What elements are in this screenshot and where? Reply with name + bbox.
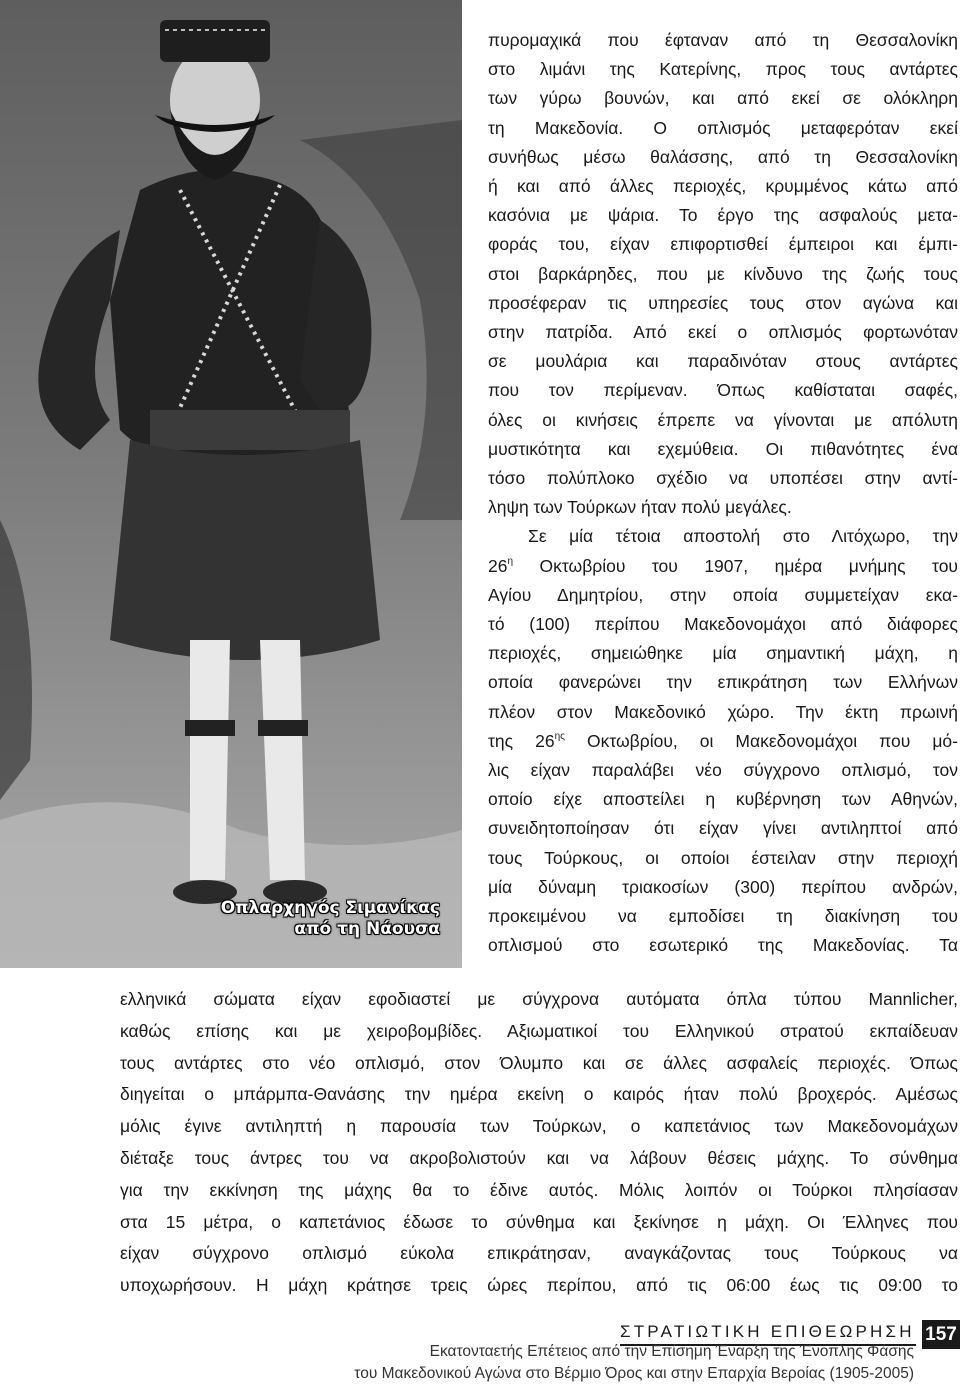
column-line: κασόνια με ψάρια. Το έργο της ασφαλούς μετα- xyxy=(488,205,958,226)
photo-caption xyxy=(221,898,440,940)
full-line: στα 15 μέτρα, ο καπετάνιος έδωσε το σύνθημα και ξεκίνησε η μάχη. Οι Έλληνες που xyxy=(120,1211,958,1232)
full-line: διέταξε τους άντρες του να ακροβολιστούν και να λάβουν θέσεις μάχης. Το σύνθημα xyxy=(120,1147,958,1168)
full-line: καθώς επίσης και με χειροβομβίδες. Αξιωματικοί του Ελληνικού στρατού εκπαίδευαν xyxy=(120,1020,958,1041)
historic-photo xyxy=(0,0,462,968)
footer-subtitle-line-2: του Μακεδονικού Αγώνα στο Βέρμιο Όρος και στην Επαρχία Βεροίας (1905-2005) xyxy=(354,1365,914,1382)
column-line: συνήθως μέσω θαλάσσης, από τη Θεσσαλονίκη xyxy=(488,146,958,167)
column-line: τους Τούρκους, οι οποίοι έστειλαν στην περιοχή xyxy=(488,847,958,868)
caption-line-1: Οπλαρχηγός Σιμανίκας xyxy=(220,898,440,918)
column-line: πλέον στον Μακεδονικό χώρο. Την έκτη πρωινή xyxy=(488,701,958,722)
full-line: μόλις έγινε αντιληπτή η παρουσία των Τούρκων, ο καπετάνιος των Μακεδονομάχων xyxy=(120,1116,958,1137)
full-width-text xyxy=(120,984,958,1302)
column-line: περιοχές, σημειώθηκε μία σημαντική μάχη, η xyxy=(488,643,958,664)
column-line: μία δύναμη τριακοσίων (300) περίπου ανδρών, xyxy=(488,876,958,897)
column-line: της $26^{\eta\varsigma}$ Οκτωβρίου, οι Μακεδονομάχοι που μό- xyxy=(488,730,958,751)
full-line: ελληνικά σώματα είχαν εφοδιαστεί με σύγχρονα αυτόματα όπλα τύπου Mannlicher, xyxy=(120,989,958,1009)
full-line: υποχωρήσουν. Η μάχη κράτησε τρεις ώρες περίπου, από τις 06:00 έως τις 09:00 το xyxy=(120,1275,958,1296)
fighter-portrait-illustration xyxy=(0,0,462,968)
page-number: 157 xyxy=(922,1320,960,1349)
journal-title: ΣΤΡΑΤΙΩΤΙΚΗ ΕΠΙΘΕΩΡΗΣΗ xyxy=(620,1322,915,1341)
full-line: τους αντάρτες στο νέο οπλισμό, στον Όλυμπο και σε άλλες ασφαλείς περιοχές. Όπως xyxy=(120,1052,958,1073)
column-line: οπλισμού στο εσωτερικό της Μακεδονίας. Τα xyxy=(488,935,958,956)
column-line: που τον περίμεναν. Όπως καθίσταται σαφές, xyxy=(488,380,958,401)
footer-subtitle-line-1: Εκατονταετής Επέτειος από την Επίσημη Έναρξη της Ένοπλης Φάσης xyxy=(429,1343,914,1360)
column-line: σε μουλάρια και παραδινόταν στους αντάρτες xyxy=(488,351,958,372)
column-line: τη Μακεδονία. Ο οπλισμός μεταφερόταν εκεί xyxy=(488,117,958,138)
column-line: πυρομαχικά που έφταναν από τη Θεσσαλονίκη xyxy=(488,30,958,50)
column-line: οποία φανερώνει την επικράτηση των Ελλήνων xyxy=(488,672,958,693)
column-line: ή και από άλλες περιοχές, κρυμμένος κάτω από xyxy=(488,176,958,197)
caption-line-2: από τη Νάουσα xyxy=(294,919,440,939)
column-line: λις είχαν παραλάβει νέο σύγχρονο οπλισμό, τον xyxy=(488,760,958,781)
full-line: διηγείται ο μπάρμπα-Θανάσης την ημέρα εκείνη ο καιρός ήταν πολύ βροχερός. Αμέσως xyxy=(120,1084,958,1105)
column-line: ληψη των Τούρκων ήταν πολύ μεγάλες. xyxy=(488,497,792,518)
column-line: στην πατρίδα. Από εκεί ο οπλισμός φορτωνόταν xyxy=(488,322,958,343)
column-line: συνειδητοποίησαν ότι είχαν γίνει αντιληπτοί από xyxy=(488,818,958,839)
column-line: φοράς του, είχαν επιφορτισθεί έμπειροι και έμπι- xyxy=(488,234,958,255)
column-line: των γύρω βουνών, και από εκεί σε ολόκληρη xyxy=(488,88,958,109)
full-line: για την εκκίνηση της μάχης θα το έδινε αυτός. Μόλις λοιπόν οι Τούρκοι πλησίασαν xyxy=(120,1179,958,1200)
column-line: $26^\eta$ Οκτωβρίου του 1907, ημέρα μνήμης του xyxy=(488,555,958,576)
column-line: στο λιμάνι της Κατερίνης, προς τους αντάρτες xyxy=(488,59,958,80)
column-line: οποίο είχε αποστείλει η κυβέρνηση των Αθηνών, xyxy=(488,789,958,810)
column-line: Αγίου Δημητρίου, στην οποία συμμετείχαν εκα- xyxy=(488,584,958,605)
column-line: Σε μία τέτοια αποστολή στο Λιτόχωρο, την xyxy=(528,526,958,547)
column-line: προκειμένου να εμποδίσει τη διακίνηση του xyxy=(488,906,958,927)
column-line: στοι βαρκάρηδες, που με κίνδυνο της ζωής τους xyxy=(488,263,958,284)
column-line: μυστικότητα και εχεμύθεια. Οι πιθανότητες ένα xyxy=(488,438,958,459)
full-line: είχαν σύγχρονο οπλισμό εύκολα επικράτησαν, αναγκάζοντας τους Τούρκους να xyxy=(120,1243,958,1264)
right-column-text xyxy=(488,26,958,961)
column-line: τόσο πολύπλοκο σχέδιο να υποπέσει στην αντί- xyxy=(488,468,958,489)
column-line: προσέφεραν τις υπηρεσίες τους στον αγώνα και xyxy=(488,292,958,313)
column-line: όλες οι κινήσεις έπρεπε να γίνονται με απόλυτη xyxy=(488,409,958,430)
column-line: τό (100) περίπου Μακεδονομάχοι από διάφορες xyxy=(488,614,958,635)
